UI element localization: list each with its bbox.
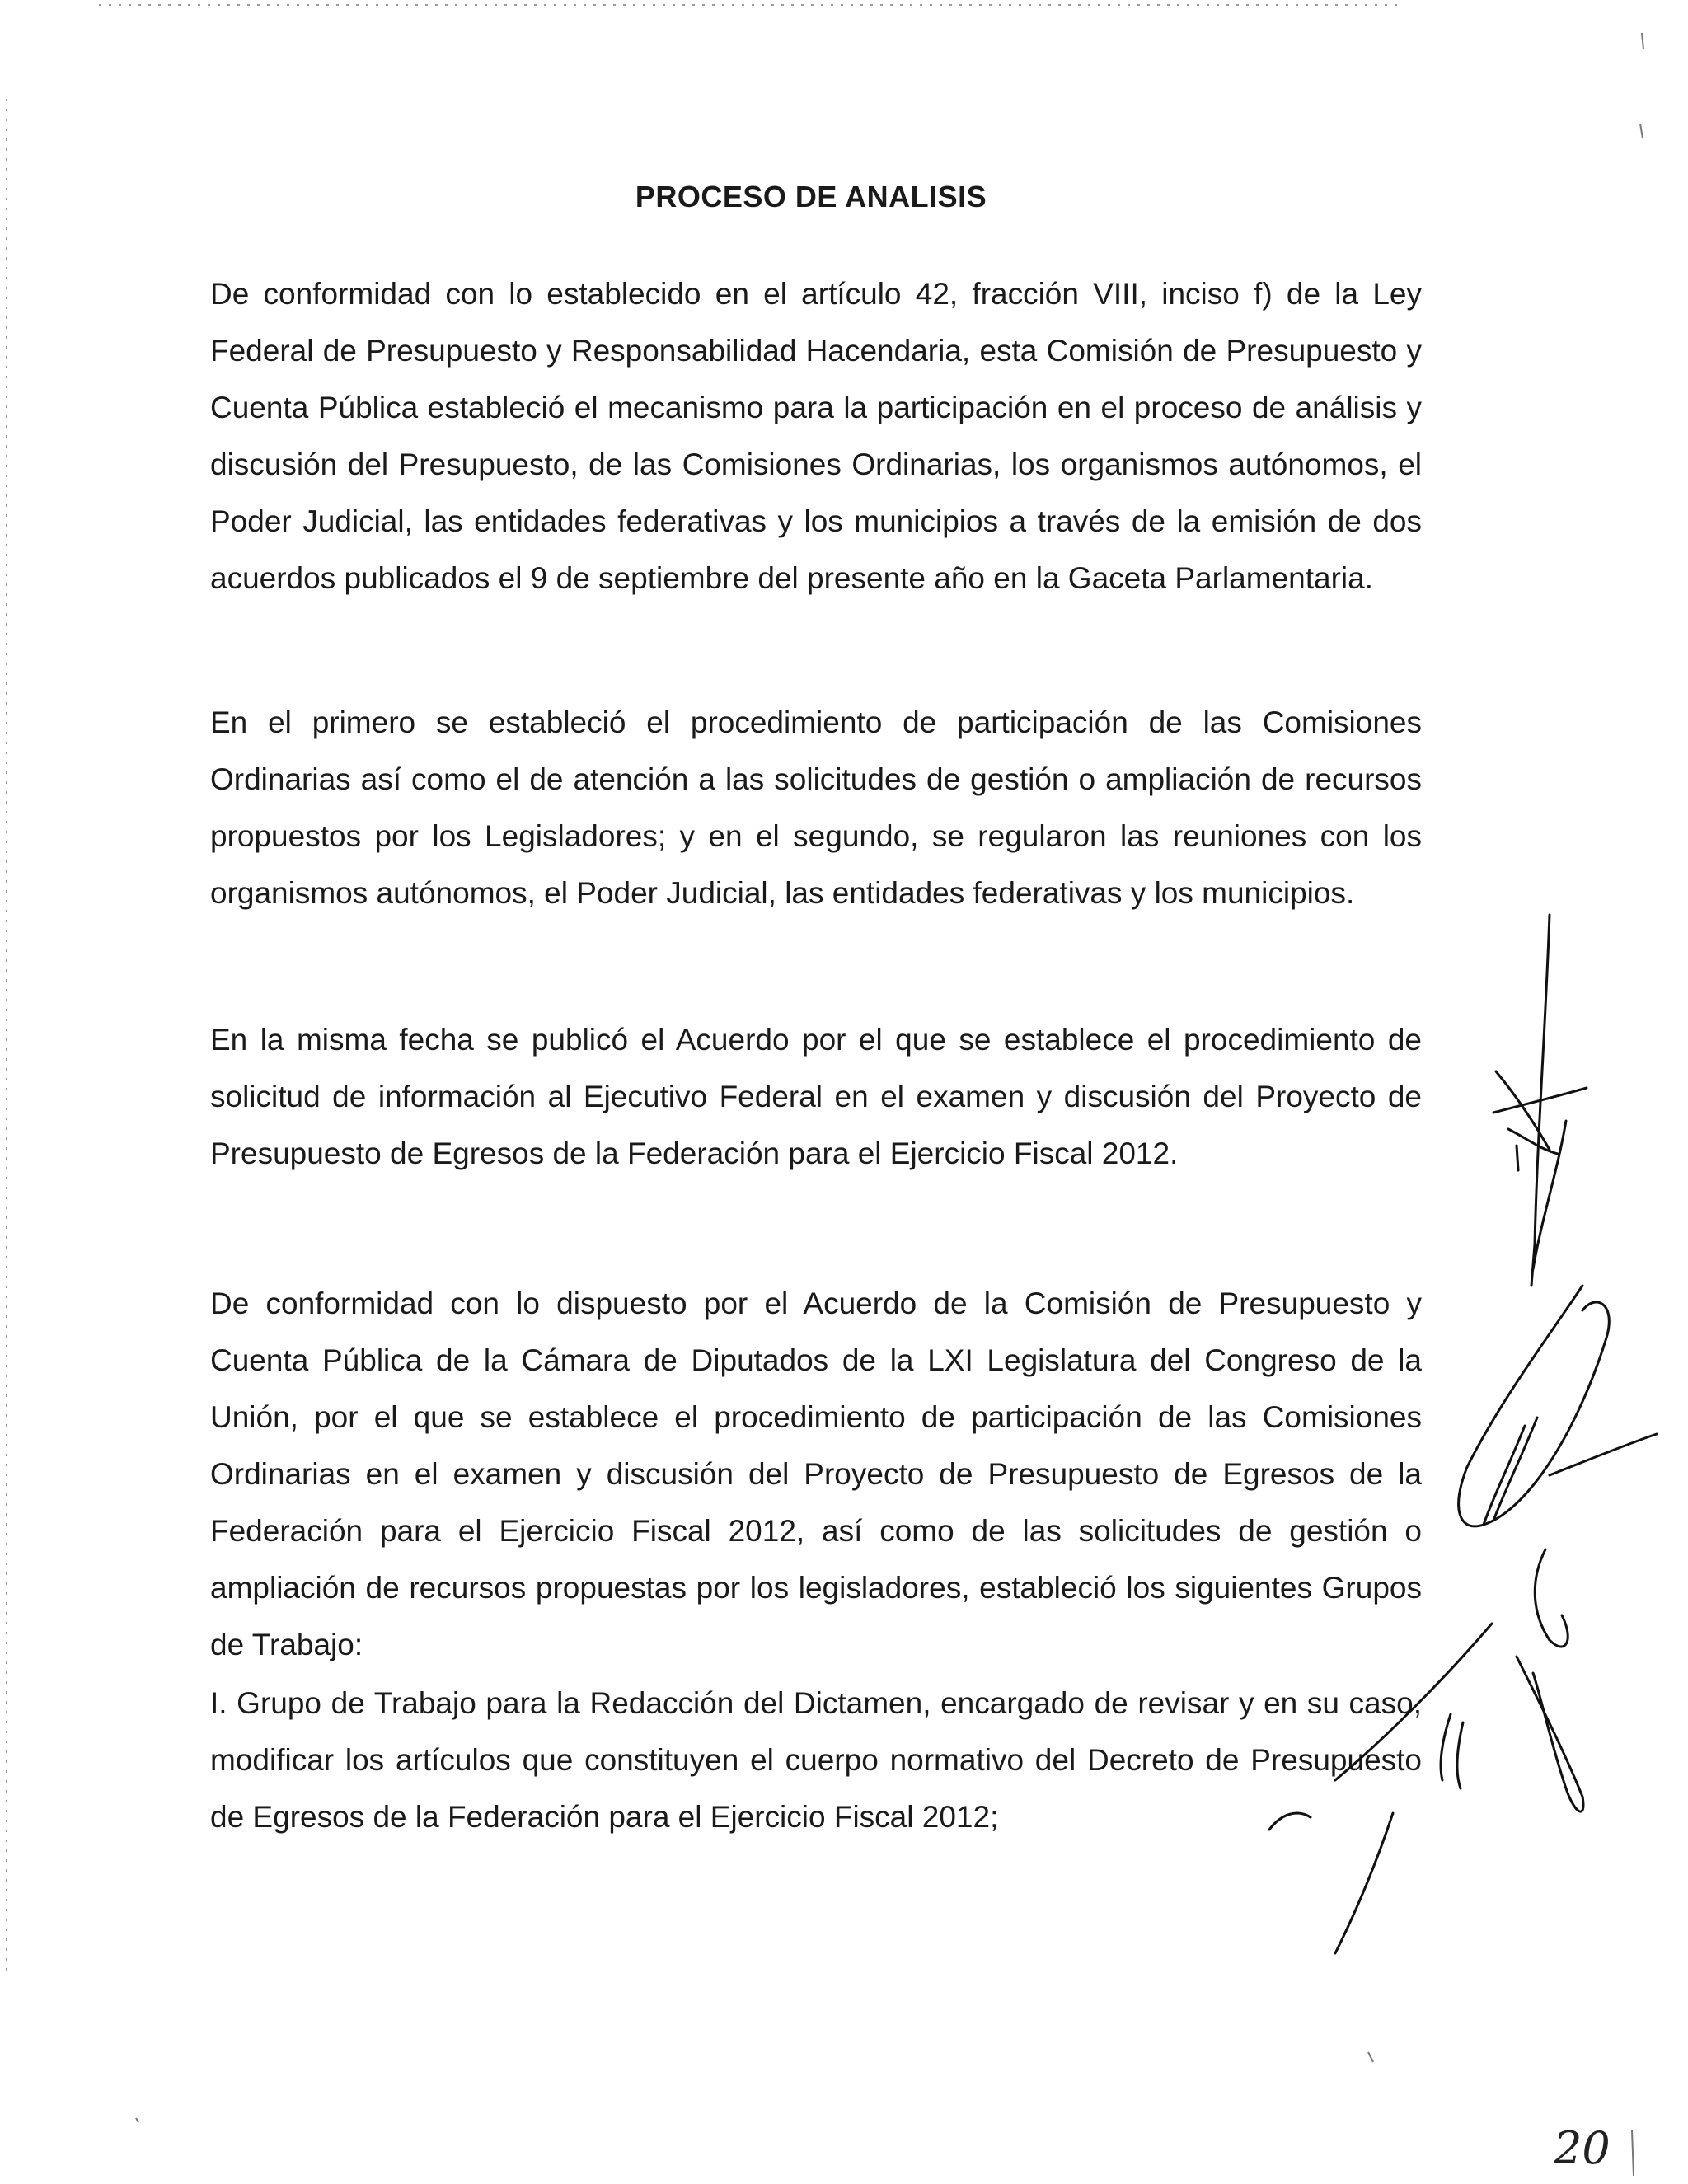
paragraph-4: De conformidad con lo dispuesto por el Acuerdo de la Comisión de Presupuesto y Cuenta Pública de la Cámara de Diputados de la LXI Legislatura del Congreso de la Unión, por el que se establece el procedimiento de participación de las Comisiones Ordinarias en el examen y discusión del Proyecto de Presupuesto de Egresos de la Federación para el Ejercicio Fiscal 2012, así como de las solicitudes de gestión o ampliación de recursos propuestas por los legisladores, estableció los siguientes Grupos de Trabajo: (210, 1286, 1422, 1661)
document-title: PROCESO DE ANALISIS (635, 180, 987, 213)
paragraph-5: I. Grupo de Trabajo para la Redacción del Dictamen, encargado de revisar y en su caso, modificar los artículos que constituyen el cuerpo normativo del Decreto de Presupuesto de Egresos de la Federación para el Ejercicio Fiscal 2012; (210, 1686, 1422, 1834)
paragraph-1: De conformidad con lo establecido en el artículo 42, fracción VIII, inciso f) de la Ley Federal de Presupuesto y Responsabilidad Hacendaria, esta Comisión de Presupuesto y Cuenta Pública estableció el mecanismo para la participación en el proceso de análisis y discusión del Presupuesto, de las Comisiones Ordinarias, los organismos autónomos, el Poder Judicial, las entidades federativas y los municipios a través de la emisión de dos acuerdos publicados el 9 de septiembre del presente año en la Gaceta Parlamentaria. (210, 277, 1422, 595)
paragraph-2: En el primero se estableció el procedimiento de participación de las Comisiones Ordinarias así como el de atención a las solicitudes de gestión o ampliación de recursos propuestos por los Legisladores; y en el segundo, se regularon las reuniones con los organismos autónomos, el Poder Judicial, las entidades federativas y los municipios. (210, 705, 1422, 910)
page-number: 20 (1554, 2122, 1611, 2174)
paragraph-3: En la misma fecha se publicó el Acuerdo por el que se establece el procedimiento de solicitud de información al Ejecutivo Federal en el examen y discusión del Proyecto de Presupuesto de Egresos de la Federación para el Ejercicio Fiscal 2012. (210, 1023, 1422, 1170)
